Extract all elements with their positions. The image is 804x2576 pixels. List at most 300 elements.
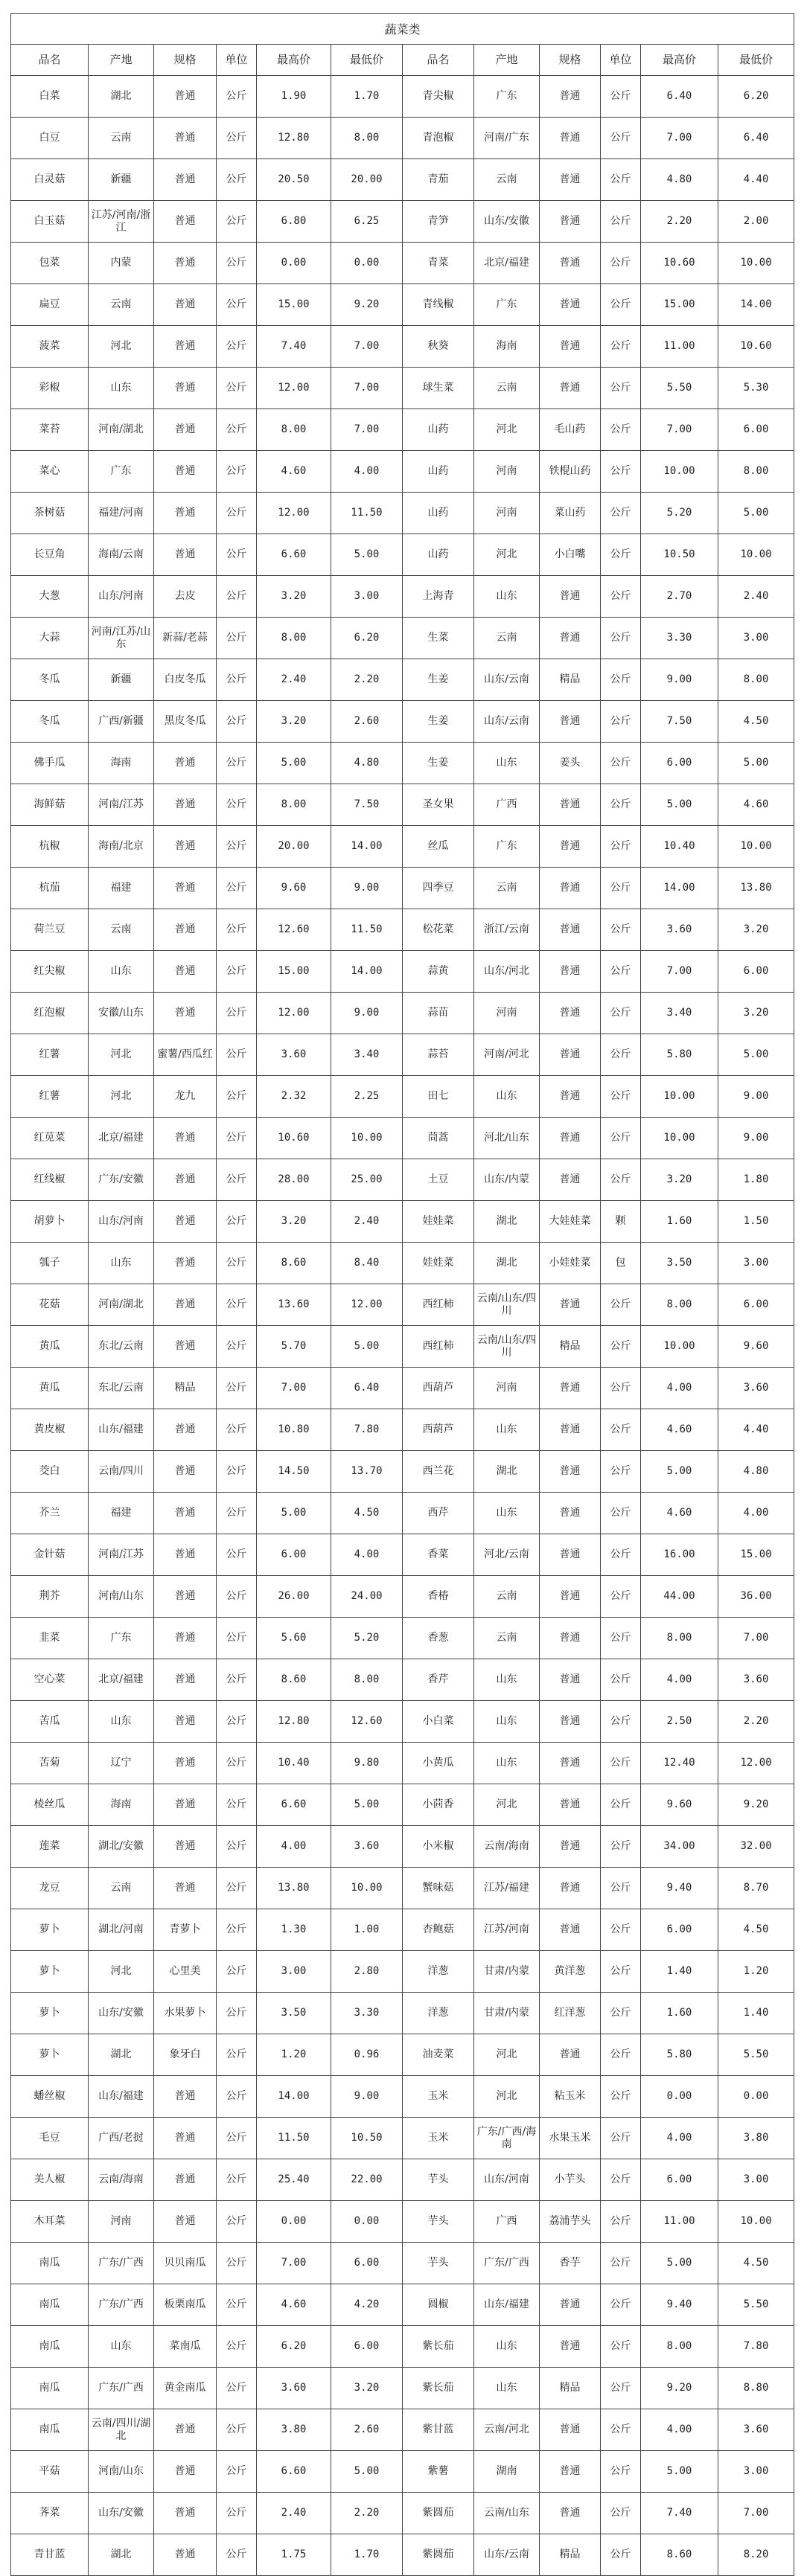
table-cell: 精品 <box>540 1326 601 1368</box>
table-cell: 蜜薯/西瓜红 <box>154 1034 217 1076</box>
table-cell: 精品 <box>154 1368 217 1409</box>
table-cell: 小黄瓜 <box>403 1743 474 1784</box>
table-row <box>11 1368 794 1409</box>
table-row <box>11 993 794 1034</box>
table-cell: 10.00 <box>718 826 794 868</box>
column-header: 产地 <box>89 45 154 76</box>
table-cell: 象牙白 <box>154 2034 217 2076</box>
table-cell: 海南 <box>474 326 540 368</box>
table-cell: 20.50 <box>257 159 331 201</box>
table-cell: 普通 <box>540 1284 601 1326</box>
table-cell: 公斤 <box>601 76 641 118</box>
table-cell: 西红柿 <box>403 1326 474 1368</box>
table-cell: 0.00 <box>718 2076 794 2118</box>
table-cell: 黄皮椒 <box>11 1409 89 1451</box>
table-cell: 6.25 <box>331 201 403 243</box>
table-cell: 公斤 <box>601 1993 641 2034</box>
table-cell: 棱丝瓜 <box>11 1784 89 1826</box>
table-cell: 公斤 <box>217 326 257 368</box>
price-table-container <box>10 13 794 2576</box>
table-row <box>11 909 794 951</box>
table-cell: 公斤 <box>217 1784 257 1826</box>
table-cell: 1.30 <box>257 1909 331 1951</box>
table-cell: 普通 <box>540 284 601 326</box>
table-cell: 水果萝卜 <box>154 1993 217 2034</box>
table-cell: 公斤 <box>601 1409 641 1451</box>
table-cell: 瓠子 <box>11 1243 89 1284</box>
table-cell: 白玉菇 <box>11 201 89 243</box>
table-cell: 公斤 <box>601 2534 641 2576</box>
table-cell: 普通 <box>154 493 217 534</box>
table-cell: 河北/山东 <box>474 1118 540 1159</box>
table-cell: 蒜黄 <box>403 951 474 993</box>
table-cell: 0.96 <box>331 2034 403 2076</box>
table-cell: 普通 <box>154 2118 217 2159</box>
table-cell: 菜苔 <box>11 409 89 451</box>
table-cell: 甘肃/内蒙 <box>474 1993 540 2034</box>
table-cell: 公斤 <box>217 1451 257 1493</box>
table-cell: 山东 <box>474 743 540 784</box>
table-cell: 洋葱 <box>403 1951 474 1993</box>
table-cell: 普通 <box>540 1868 601 1909</box>
table-cell: 3.20 <box>257 576 331 618</box>
table-cell: 山东 <box>474 576 540 618</box>
table-cell: 普通 <box>154 1493 217 1534</box>
table-cell: 红泡椒 <box>11 993 89 1034</box>
table-cell: 普通 <box>154 2493 217 2534</box>
table-cell: 河南 <box>474 993 540 1034</box>
table-cell: 心里美 <box>154 1951 217 1993</box>
table-cell: 普通 <box>540 576 601 618</box>
table-cell: 公斤 <box>601 368 641 409</box>
table-cell: 莲菜 <box>11 1826 89 1868</box>
table-cell: 7.00 <box>331 409 403 451</box>
table-cell: 荷兰豆 <box>11 909 89 951</box>
table-cell: 普通 <box>540 159 601 201</box>
table-cell: 6.20 <box>257 2326 331 2368</box>
table-cell: 山东/福建 <box>474 2284 540 2326</box>
table-row <box>11 2326 794 2368</box>
table-cell: 9.20 <box>331 284 403 326</box>
table-cell: 公斤 <box>217 2243 257 2284</box>
table-cell: 公斤 <box>217 2118 257 2159</box>
table-cell: 公斤 <box>217 2451 257 2493</box>
table-cell: 普通 <box>154 1284 217 1326</box>
table-cell: 6.40 <box>331 1368 403 1409</box>
table-cell: 紫薯 <box>403 2451 474 2493</box>
table-cell: 6.00 <box>257 1534 331 1576</box>
table-cell: 2.20 <box>718 1701 794 1743</box>
table-cell: 2.60 <box>331 2409 403 2451</box>
table-cell: 5.00 <box>331 1326 403 1368</box>
table-cell: 普通 <box>540 2034 601 2076</box>
table-cell: 11.00 <box>641 2201 718 2243</box>
table-cell: 南瓜 <box>11 2326 89 2368</box>
table-cell: 木耳菜 <box>11 2201 89 2243</box>
table-cell: 生菜 <box>403 618 474 659</box>
table-cell: 荠菜 <box>11 2493 89 2534</box>
table-cell: 河北 <box>89 1034 154 1076</box>
table-cell: 普通 <box>540 2284 601 2326</box>
table-cell: 广东/广西 <box>474 2243 540 2284</box>
table-cell: 7.00 <box>331 368 403 409</box>
table-cell: 4.00 <box>641 2409 718 2451</box>
table-row <box>11 2159 794 2201</box>
table-cell: 15.00 <box>257 951 331 993</box>
table-row <box>11 1784 794 1826</box>
table-cell: 5.00 <box>718 743 794 784</box>
table-cell: 25.00 <box>331 1159 403 1201</box>
table-cell: 公斤 <box>601 201 641 243</box>
table-cell: 普通 <box>540 826 601 868</box>
table-cell: 小茴香 <box>403 1784 474 1826</box>
table-cell: 油麦菜 <box>403 2034 474 2076</box>
table-cell: 公斤 <box>601 1076 641 1118</box>
table-cell: 9.00 <box>331 993 403 1034</box>
table-cell: 5.80 <box>641 2034 718 2076</box>
table-cell: 精品 <box>540 659 601 701</box>
table-cell: 普通 <box>540 1493 601 1534</box>
table-cell: 海南 <box>89 743 154 784</box>
table-cell: 山东 <box>89 951 154 993</box>
table-cell: 公斤 <box>217 1034 257 1076</box>
table-cell: 15.00 <box>718 1534 794 1576</box>
table-cell: 公斤 <box>601 2284 641 2326</box>
table-cell: 杭茄 <box>11 868 89 909</box>
table-cell: 公斤 <box>217 1951 257 1993</box>
table-cell: 南瓜 <box>11 2243 89 2284</box>
table-cell: 普通 <box>154 409 217 451</box>
table-cell: 12.00 <box>257 993 331 1034</box>
table-cell: 河南/江苏 <box>89 784 154 826</box>
table-cell: 公斤 <box>601 1784 641 1826</box>
table-row <box>11 2243 794 2284</box>
table-cell: 毛豆 <box>11 2118 89 2159</box>
table-cell: 花菇 <box>11 1284 89 1326</box>
table-cell: 青菜 <box>403 243 474 284</box>
table-cell: 4.60 <box>718 784 794 826</box>
table-cell: 1.80 <box>718 1159 794 1201</box>
table-cell: 4.60 <box>641 1409 718 1451</box>
table-cell: 紫长茄 <box>403 2326 474 2368</box>
table-cell: 公斤 <box>601 1701 641 1743</box>
table-cell: 9.00 <box>718 1076 794 1118</box>
table-cell: 1.50 <box>718 1201 794 1243</box>
table-cell: 香菜 <box>403 1534 474 1576</box>
table-cell: 3.20 <box>718 909 794 951</box>
table-cell: 6.00 <box>718 409 794 451</box>
table-cell: 江苏/福建 <box>474 1868 540 1909</box>
table-cell: 公斤 <box>601 1743 641 1784</box>
table-cell: 公斤 <box>217 2409 257 2451</box>
table-cell: 芋头 <box>403 2201 474 2243</box>
table-cell: 3.20 <box>257 1201 331 1243</box>
table-cell: 广西/老挝 <box>89 2118 154 2159</box>
table-cell: 普通 <box>154 1868 217 1909</box>
table-cell: 3.00 <box>718 1243 794 1284</box>
table-row <box>11 1659 794 1701</box>
table-cell: 山东/河南 <box>474 2159 540 2201</box>
table-cell: 11.50 <box>257 2118 331 2159</box>
table-cell: 河南/广东 <box>474 118 540 159</box>
table-cell: 公斤 <box>217 1409 257 1451</box>
table-cell: 小米椒 <box>403 1826 474 1868</box>
table-cell: 公斤 <box>601 1368 641 1409</box>
table-cell: 2.25 <box>331 1076 403 1118</box>
table-cell: 11.50 <box>331 493 403 534</box>
table-cell: 普通 <box>540 1826 601 1868</box>
table-cell: 海鲜菇 <box>11 784 89 826</box>
table-cell: 普通 <box>154 118 217 159</box>
table-cell: 3.30 <box>641 618 718 659</box>
table-cell: 公斤 <box>601 2118 641 2159</box>
table-cell: 公斤 <box>217 534 257 576</box>
table-cell: 普通 <box>540 1076 601 1118</box>
table-cell: 茭白 <box>11 1451 89 1493</box>
table-cell: 普通 <box>154 1118 217 1159</box>
table-row <box>11 1076 794 1118</box>
table-cell: 5.00 <box>331 534 403 576</box>
table-cell: 11.00 <box>641 326 718 368</box>
table-cell: 红尖椒 <box>11 951 89 993</box>
table-cell: 6.60 <box>257 1784 331 1826</box>
table-cell: 公斤 <box>601 1868 641 1909</box>
table-cell: 山东/福建 <box>89 1409 154 1451</box>
table-cell: 公斤 <box>601 576 641 618</box>
table-cell: 板栗南瓜 <box>154 2284 217 2326</box>
table-cell: 普通 <box>540 1743 601 1784</box>
table-row <box>11 1284 794 1326</box>
table-cell: 公斤 <box>217 1243 257 1284</box>
table-cell: 公斤 <box>217 1284 257 1326</box>
table-cell: 包菜 <box>11 243 89 284</box>
table-cell: 河北 <box>89 1076 154 1118</box>
table-cell: 公斤 <box>601 2493 641 2534</box>
table-cell: 毛山药 <box>540 409 601 451</box>
table-cell: 公斤 <box>217 2534 257 2576</box>
table-row <box>11 2451 794 2493</box>
table-cell: 云南/海南 <box>474 1826 540 1868</box>
table-cell: 山东/安徽 <box>89 1993 154 2034</box>
table-cell: 河南 <box>89 2201 154 2243</box>
table-row <box>11 201 794 243</box>
table-cell: 10.00 <box>641 1326 718 1368</box>
table-cell: 3.60 <box>257 2368 331 2409</box>
table-cell: 6.00 <box>641 1909 718 1951</box>
table-cell: 韭菜 <box>11 1618 89 1659</box>
table-cell: 茼蒿 <box>403 1118 474 1159</box>
table-cell: 河北 <box>474 409 540 451</box>
table-cell: 公斤 <box>601 1659 641 1701</box>
table-row <box>11 2034 794 2076</box>
table-cell: 8.00 <box>718 451 794 493</box>
table-cell: 普通 <box>154 1451 217 1493</box>
table-cell: 云南 <box>89 1868 154 1909</box>
table-row <box>11 1909 794 1951</box>
table-cell: 佛手瓜 <box>11 743 89 784</box>
table-cell: 普通 <box>154 1826 217 1868</box>
table-row <box>11 2534 794 2576</box>
table-cell: 云南 <box>474 368 540 409</box>
table-cell: 3.00 <box>718 618 794 659</box>
table-cell: 普通 <box>154 743 217 784</box>
table-cell: 3.60 <box>641 909 718 951</box>
table-cell: 黄瓜 <box>11 1326 89 1368</box>
table-cell: 3.60 <box>331 1826 403 1868</box>
table-cell: 江苏/河南 <box>474 1909 540 1951</box>
table-cell: 紫长茄 <box>403 2368 474 2409</box>
table-cell: 3.20 <box>331 2368 403 2409</box>
table-cell: 7.00 <box>257 2243 331 2284</box>
table-cell: 红线椒 <box>11 1159 89 1201</box>
table-cell: 山药 <box>403 409 474 451</box>
table-cell: 公斤 <box>601 2368 641 2409</box>
table-cell: 扁豆 <box>11 284 89 326</box>
table-cell: 10.60 <box>641 243 718 284</box>
table-cell: 公斤 <box>601 2076 641 2118</box>
table-cell: 公斤 <box>217 1909 257 1951</box>
table-row <box>11 2284 794 2326</box>
table-cell: 普通 <box>154 2534 217 2576</box>
table-cell: 5.50 <box>718 2284 794 2326</box>
table-cell: 9.80 <box>331 1743 403 1784</box>
table-row <box>11 1493 794 1534</box>
table-cell: 湖北 <box>89 2534 154 2576</box>
table-cell: 云南 <box>89 118 154 159</box>
table-row <box>11 2118 794 2159</box>
table-cell: 公斤 <box>601 2034 641 2076</box>
table-cell: 13.70 <box>331 1451 403 1493</box>
table-cell: 公斤 <box>217 1618 257 1659</box>
table-cell: 普通 <box>154 1701 217 1743</box>
table-row <box>11 1701 794 1743</box>
table-cell: 公斤 <box>601 1951 641 1993</box>
table-row <box>11 618 794 659</box>
table-cell: 5.70 <box>257 1326 331 1368</box>
table-cell: 7.80 <box>331 1409 403 1451</box>
table-cell: 1.75 <box>257 2534 331 2576</box>
table-cell: 北京/福建 <box>89 1118 154 1159</box>
table-cell: 玉米 <box>403 2076 474 2118</box>
table-cell: 山东 <box>474 1743 540 1784</box>
table-cell: 娃娃菜 <box>403 1201 474 1243</box>
table-cell: 1.00 <box>331 1909 403 1951</box>
table-cell: 普通 <box>154 1409 217 1451</box>
table-cell: 5.00 <box>257 743 331 784</box>
table-cell: 普通 <box>154 201 217 243</box>
table-cell: 普通 <box>154 326 217 368</box>
table-cell: 海南 <box>89 1784 154 1826</box>
table-cell: 海南/北京 <box>89 826 154 868</box>
table-cell: 河北/云南 <box>474 1534 540 1576</box>
table-cell: 香椿 <box>403 1576 474 1618</box>
table-cell: 5.50 <box>718 2034 794 2076</box>
column-header: 最低价 <box>718 45 794 76</box>
table-cell: 10.40 <box>257 1743 331 1784</box>
table-cell: 河南/江苏 <box>89 1534 154 1576</box>
table-cell: 公斤 <box>601 1451 641 1493</box>
table-cell: 4.00 <box>718 1493 794 1534</box>
table-cell: 球生菜 <box>403 368 474 409</box>
table-cell: 黄瓜 <box>11 1368 89 1409</box>
table-cell: 萝卜 <box>11 2034 89 2076</box>
table-cell: 娃娃菜 <box>403 1243 474 1284</box>
table-row <box>11 1409 794 1451</box>
table-cell: 生姜 <box>403 659 474 701</box>
table-cell: 2.20 <box>331 2493 403 2534</box>
table-cell: 山东 <box>474 1409 540 1451</box>
table-cell: 7.00 <box>331 326 403 368</box>
table-cell: 6.60 <box>257 2451 331 2493</box>
table-cell: 公斤 <box>601 2159 641 2201</box>
table-cell: 河南/江苏/山东 <box>89 618 154 659</box>
table-cell: 14.00 <box>641 868 718 909</box>
table-cell: 青萝卜 <box>154 1909 217 1951</box>
table-cell: 萝卜 <box>11 1951 89 1993</box>
table-cell: 河北 <box>89 326 154 368</box>
table-cell: 公斤 <box>217 993 257 1034</box>
table-cell: 芋头 <box>403 2159 474 2201</box>
table-cell: 2.00 <box>718 201 794 243</box>
table-cell: 辽宁 <box>89 1743 154 1784</box>
column-header: 品名 <box>403 45 474 76</box>
table-cell: 6.00 <box>641 743 718 784</box>
table-cell: 去皮 <box>154 576 217 618</box>
table-cell: 河北 <box>474 1784 540 1826</box>
table-cell: 10.60 <box>718 326 794 368</box>
table-cell: 4.40 <box>718 159 794 201</box>
table-cell: 北京/福建 <box>89 1659 154 1701</box>
vegetable-price-table <box>10 13 794 2576</box>
table-cell: 公斤 <box>601 1826 641 1868</box>
table-cell: 8.60 <box>641 2534 718 2576</box>
table-cell: 7.80 <box>718 2326 794 2368</box>
table-cell: 5.00 <box>718 1034 794 1076</box>
table-cell: 西葫芦 <box>403 1409 474 1451</box>
table-cell: 南瓜 <box>11 2409 89 2451</box>
table-cell: 公斤 <box>601 1618 641 1659</box>
table-cell: 3.80 <box>257 2409 331 2451</box>
table-cell: 安徽/山东 <box>89 993 154 1034</box>
table-cell: 4.80 <box>718 1451 794 1493</box>
table-cell: 甘肃/内蒙 <box>474 1951 540 1993</box>
table-cell: 菠菜 <box>11 326 89 368</box>
table-cell: 10.00 <box>331 1868 403 1909</box>
table-cell: 福建 <box>89 1493 154 1534</box>
table-cell: 10.60 <box>257 1118 331 1159</box>
table-cell: 公斤 <box>217 2201 257 2243</box>
table-cell: 5.00 <box>641 1451 718 1493</box>
table-cell: 杭椒 <box>11 826 89 868</box>
table-cell: 香芋 <box>540 2243 601 2284</box>
table-cell: 普通 <box>540 2326 601 2368</box>
table-cell: 10.00 <box>641 451 718 493</box>
table-cell: 茶树菇 <box>11 493 89 534</box>
table-cell: 公斤 <box>601 1534 641 1576</box>
table-cell: 普通 <box>154 76 217 118</box>
table-cell: 山药 <box>403 534 474 576</box>
table-cell: 3.20 <box>718 993 794 1034</box>
table-cell: 公斤 <box>217 1826 257 1868</box>
table-cell: 普通 <box>540 909 601 951</box>
table-cell: 公斤 <box>217 2493 257 2534</box>
table-cell: 2.80 <box>331 1951 403 1993</box>
table-cell: 36.00 <box>718 1576 794 1618</box>
table-cell: 公斤 <box>601 1493 641 1534</box>
table-cell: 蒜苔 <box>403 1034 474 1076</box>
table-cell: 5.00 <box>331 1784 403 1826</box>
table-cell: 公斤 <box>601 951 641 993</box>
